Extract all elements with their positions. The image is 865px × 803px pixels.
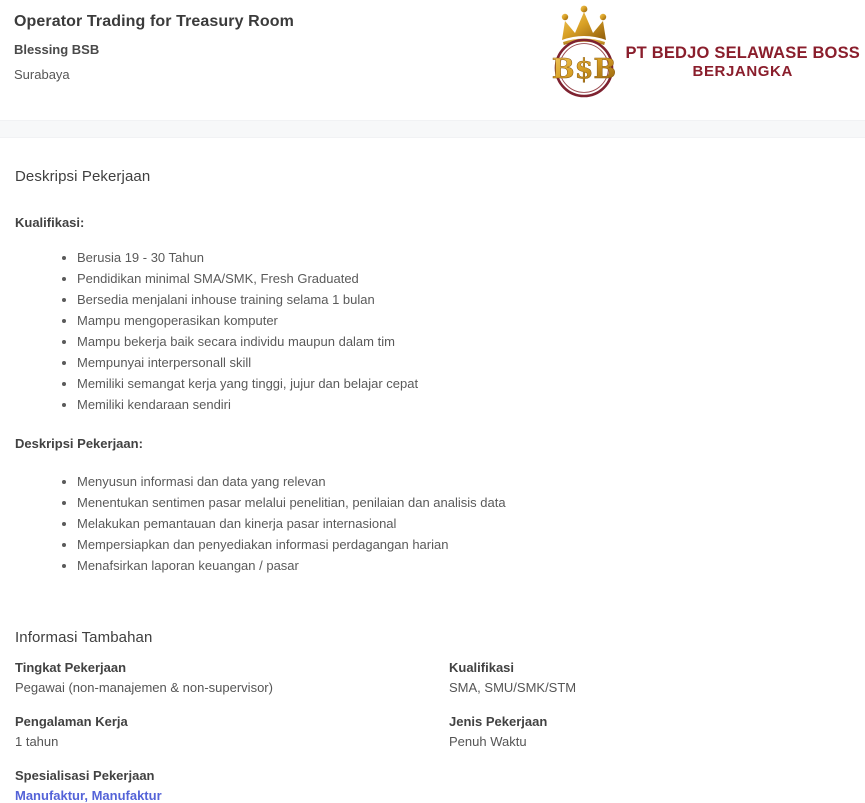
additional-info-section [15,629,851,803]
field-label: Tingkat Pekerjaan [15,660,127,675]
list-item: • Menafsirkan laporan keuangan / pasar [77,555,851,576]
field-tingkat-pekerjaan [15,660,449,695]
field-label: Spesialisasi Pekerjaan [15,768,155,783]
additional-info-title: Informasi Tambahan [15,629,153,646]
field-value: 1 tahun [15,734,59,749]
field-label: Pengalaman Kerja [15,714,128,729]
list-item: • Bersedia menjalani inhouse training selama 1 bulan [77,289,851,310]
field-value: Pegawai (non-manajemen & non-supervisor) [15,680,273,695]
field-value: Penuh Waktu [449,734,527,749]
duties-heading: Deskripsi Pekerjaan: [15,436,143,451]
logo-company-line2: BERJANGKA [692,63,793,81]
page-title: Operator Trading for Treasury Room [14,13,294,30]
company-logo [551,4,860,99]
list-item: • Menyusun informasi dan data yang relevan [77,471,851,492]
duties-list [15,471,851,576]
list-item: • Memiliki kendaraan sendiri [77,394,851,415]
list-item: • Pendidikan minimal SMA/SMK, Fresh Graduated [77,268,851,289]
field-value: SMA, SMU/SMK/STM [449,680,577,695]
company-name: Blessing BSB [14,42,100,57]
logo-company-line1: PT BEDJO SELAWASE BOSS [625,43,860,62]
field-kualifikasi [449,660,851,695]
logo-monogram-text: B$B [552,54,617,85]
list-item: • Memiliki semangat kerja yang tinggi, jujur dan belajar cepat [77,373,851,394]
additional-info-grid [15,660,851,803]
list-item: • Berusia 19 - 30 Tahun [77,247,851,268]
description-section-title: Deskripsi Pekerjaan [15,168,151,185]
list-item: • Mempersiapkan dan penyediakan informasi perdagangan harian [77,534,851,555]
qualifications-heading: Kualifikasi: [15,215,85,230]
field-label: Kualifikasi [449,660,515,675]
list-item: • Melakukan pemantauan dan kinerja pasar internasional [77,513,851,534]
section-separator-band [0,120,865,138]
field-jenis-pekerjaan [449,714,851,749]
list-item: • Mempunyai interpersonall skill [77,352,851,373]
field-label: Jenis Pekerjaan [449,714,548,729]
specialization-link[interactable]: Manufaktur, Manufaktur [15,788,162,803]
field-spesialisasi-pekerjaan [15,768,449,803]
list-item: • Mampu bekerja baik secara individu maupun dalam tim [77,331,851,352]
logo-company-name [625,43,860,82]
crown-monogram-icon [551,4,617,99]
qualifications-list [15,247,851,415]
job-header [0,0,865,120]
list-item: • Mampu mengoperasikan komputer [77,310,851,331]
job-location: Surabaya [14,67,70,82]
list-item: • Menentukan sentimen pasar melalui penelitian, penilaian dan analisis data [77,492,851,513]
field-pengalaman-kerja [15,714,449,749]
field-value [15,788,449,803]
job-detail-content [0,138,865,803]
